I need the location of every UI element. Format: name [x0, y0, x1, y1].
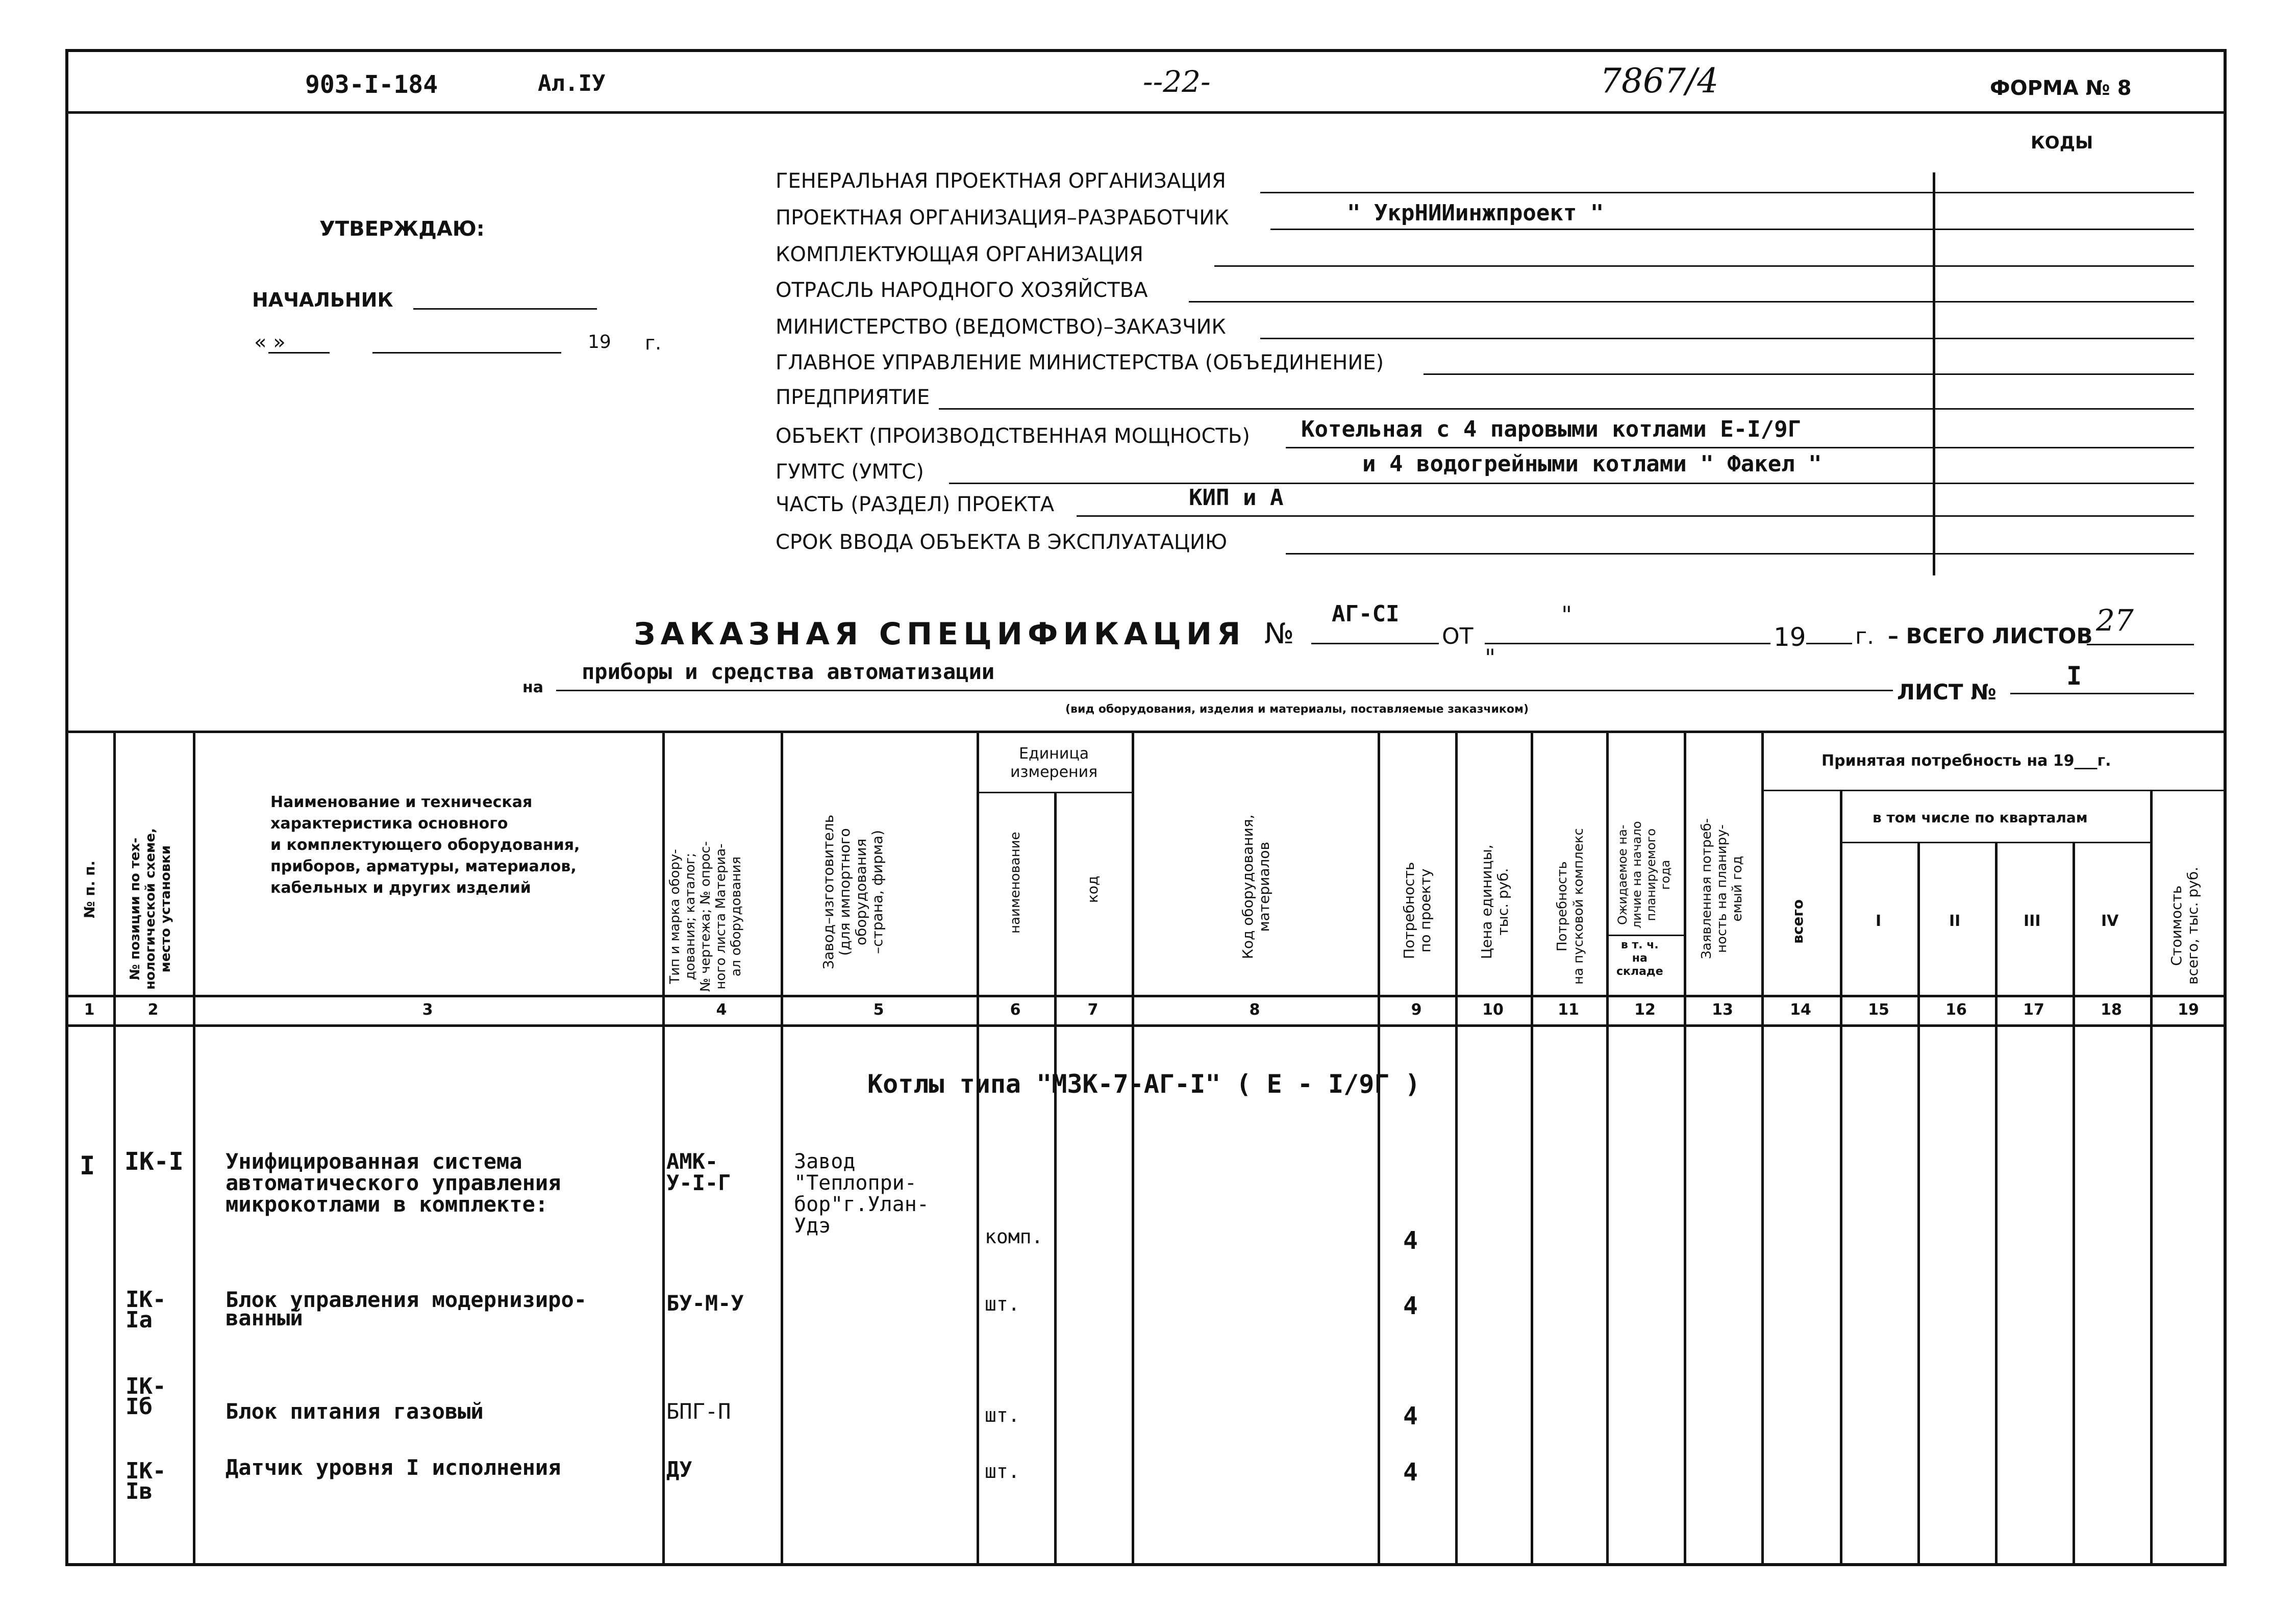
row-position: IК- Iа: [126, 1287, 166, 1333]
col-number: 10: [1482, 1001, 1504, 1019]
col-sep-14: [1840, 790, 1842, 1566]
spec-total-value: 27: [2096, 603, 2134, 638]
col-header-q2: II: [1949, 912, 1961, 930]
col-number: 7: [1087, 1001, 1099, 1019]
col-header-expected-stock: Ожидаемое на- личие на начало планируемого года: [1615, 821, 1673, 928]
col-header-project-need: Потребность по проекту: [1401, 862, 1434, 959]
spec-quote-2: ": [1485, 644, 1496, 671]
org-label-industry: ОТРАСЛЬ НАРОДНОГО ХОЗЯЙСТВА: [776, 279, 1148, 302]
page-number: --22-: [1143, 64, 1211, 99]
section-title: Котлы типа "МЗК-7-АГ-I" ( Е - I/9Г ): [867, 1069, 1420, 1099]
chief-label: НАЧАЛЬНИК: [252, 289, 393, 311]
stock-subheader-line: [1606, 935, 1684, 936]
row-name: Блок питания газовый: [226, 1399, 484, 1424]
col-sep-18: [2150, 790, 2153, 1566]
org-line-deadline: [1286, 553, 2194, 555]
row-type: ДУ: [666, 1457, 692, 1482]
org-line-supplier: [1214, 265, 2194, 267]
org-value-object: Котельная с 4 паровыми котлами Е-I/9Г: [1301, 416, 1802, 442]
row-name: Датчик уровня I исполнения: [226, 1455, 561, 1480]
org-line-enterprise: [939, 408, 2194, 410]
table-colnum-bottom: [65, 1024, 2227, 1027]
col-number: 1: [84, 1001, 95, 1019]
spec-from-label: ОТ: [1442, 623, 1474, 649]
col-number: 4: [716, 1001, 727, 1019]
codes-label: КОДЫ: [2031, 133, 2093, 153]
spec-year-line: [1806, 643, 1852, 644]
reg-number: 7867/4: [1600, 61, 1719, 100]
org-label-main-dept: ГЛАВНОЕ УПРАВЛЕНИЕ МИНИСТЕРСТВА (ОБЪЕДИНЕНИЕ): [776, 351, 1384, 374]
row-position: IК- Iв: [126, 1458, 166, 1504]
header-divider: [65, 111, 2227, 114]
spec-g: г.: [1855, 623, 1875, 649]
col-sep-13: [1761, 731, 1764, 1566]
col-number: 14: [1790, 1001, 1811, 1019]
org-line-section: [1077, 515, 2194, 517]
org-label-ministry: МИНИСТЕРСТВО (ВЕДОМСТВО)–ЗАКАЗЧИК: [776, 315, 1226, 339]
approve-label: УТВЕРЖДАЮ:: [319, 217, 485, 241]
col-sep-2: [193, 731, 195, 1566]
spec-note: (вид оборудования, изделия и материалы, поставляемые заказчиком): [1065, 703, 1529, 716]
spec-title: ЗАКАЗНАЯ СПЕЦИФИКАЦИЯ: [634, 616, 1246, 652]
col-number: 13: [1712, 1001, 1733, 1019]
approval-year-g: г.: [645, 332, 662, 354]
spec-sheet-value: I: [2066, 661, 2082, 691]
row-type: БУ-М-У: [666, 1291, 744, 1316]
row-name: Унифицированная система автоматического управления микрокотлами в комплекте:: [226, 1149, 561, 1217]
org-line-ministry: [1260, 338, 2194, 339]
month-line: [372, 352, 561, 354]
col-sep-12: [1684, 731, 1686, 1566]
accepted-subheader-line: [1761, 790, 2227, 791]
col-number: 2: [147, 1001, 159, 1019]
col-header-q4: IV: [2101, 912, 2119, 930]
col-header-price: Цена единицы, тыс. руб.: [1478, 844, 1511, 959]
col-header-launch-need: Потребность на пусковой комплекс: [1555, 828, 1586, 985]
row-unit: шт.: [985, 1293, 1020, 1315]
col-number: 15: [1868, 1001, 1889, 1019]
col-sep-8: [1378, 731, 1380, 1566]
row-number: I: [80, 1151, 95, 1180]
spec-sheet-line: [2010, 693, 2194, 694]
spec-quote-1: ": [1561, 601, 1573, 628]
row-position: IК- Iб: [126, 1373, 166, 1420]
org-label-section: ЧАСТЬ (РАЗДЕЛ) ПРОЕКТА: [776, 493, 1055, 516]
col-header-requested: Заявленная потреб- ность на планиру- емый год: [1699, 818, 1745, 959]
col-number: 18: [2101, 1001, 2122, 1019]
spec-no-line: [1311, 643, 1439, 644]
spec-total-label: – ВСЕГО ЛИСТОВ: [1888, 623, 2093, 648]
row-unit: комп.: [985, 1225, 1043, 1248]
spec-sheet-label: ЛИСТ №: [1897, 680, 1996, 705]
col-number: 5: [873, 1001, 884, 1019]
org-line-gumts: [949, 483, 2194, 484]
col-sep-6: [1054, 792, 1057, 1566]
col-header-cost: Стоимость всего, тыс. руб.: [2168, 867, 2201, 985]
spec-na: на: [522, 678, 543, 696]
org-value-developer: " УкрНИИинжпроект ": [1347, 200, 1604, 226]
spec-subject-line: [556, 690, 1893, 691]
col-number: 16: [1945, 1001, 1967, 1019]
col-number: 9: [1411, 1001, 1422, 1019]
col-header-units: Единица измерения: [1010, 745, 1098, 781]
day-line: [268, 352, 330, 354]
approval-year: 19: [588, 332, 611, 353]
spec-total-line: [2087, 644, 2194, 645]
col-header-type: Тип и марка обору- дования; каталог; № чертежа; № опрос- ного листа Материа- ал оборудования: [667, 841, 744, 992]
col-sep-17: [2073, 842, 2075, 1566]
org-label-deadline: СРОК ВВОДА ОБЪЕКТА В ЭКСПЛУАТАЦИЮ: [776, 531, 1228, 554]
col-header-total: всего: [1789, 899, 1806, 944]
spec-subject: приборы и средства автоматизации: [582, 659, 995, 684]
row-qty: 4: [1403, 1226, 1418, 1255]
col-header-npp: № п. п.: [81, 860, 98, 918]
row-unit: шт.: [985, 1460, 1020, 1482]
col-header-unit-name: наименование: [1008, 832, 1023, 934]
org-line-industry: [1189, 301, 2194, 303]
org-line-object: [1286, 447, 2194, 448]
org-line-main-dept: [1424, 373, 2194, 375]
approval-date-quotes: « »: [254, 331, 286, 354]
col-number: 6: [1010, 1001, 1021, 1019]
col-header-quarters: в том числе по кварталам: [1873, 809, 2088, 826]
col-header-q1: I: [1876, 912, 1882, 930]
col-sep-9: [1455, 731, 1458, 1566]
org-label-gumts: ГУМТС (УМТС): [776, 460, 924, 484]
col-sep-5: [977, 731, 979, 1566]
row-qty: 4: [1403, 1292, 1418, 1320]
org-label-general: ГЕНЕРАЛЬНАЯ ПРОЕКТНАЯ ОРГАНИЗАЦИЯ: [776, 169, 1226, 193]
org-label-supplier: КОМПЛЕКТУЮЩАЯ ОРГАНИЗАЦИЯ: [776, 243, 1143, 266]
col-number: 11: [1558, 1001, 1579, 1019]
table-header-bottom: [65, 995, 2227, 997]
col-header-maker: Завод–изготовитель (для импортного оборудования –страна, фирма): [820, 814, 886, 969]
col-header-position: № позиции по тех- нологической схеме, место установки: [128, 828, 173, 990]
chief-line: [413, 308, 597, 310]
org-label-object: ОБЪЕКТ (ПРОИЗВОДСТВЕННАЯ МОЩНОСТЬ): [776, 424, 1250, 448]
col-header-accepted: Принятая потребность на 19___г.: [1821, 752, 2111, 770]
col-header-name: Наименование и техническая характеристика основного и комплектующего оборудования, приборов, арматуры, материалов, кабельных и других изделий: [270, 793, 580, 897]
org-label-enterprise: ПРЕДПРИЯТИЕ: [776, 386, 930, 409]
col-sep-4: [781, 731, 783, 1566]
spec-year: 19: [1774, 622, 1806, 652]
col-number: 8: [1249, 1001, 1260, 1019]
row-type: БПГ-П: [666, 1399, 731, 1424]
row-position: IК-I: [124, 1147, 184, 1176]
col-number: 3: [422, 1001, 433, 1019]
table-top-border: [65, 731, 2227, 733]
col-number: 12: [1634, 1001, 1656, 1019]
col-sep-3: [662, 731, 665, 1566]
org-line-general: [1260, 192, 2194, 193]
org-value-gumts: и 4 водогрейными котлами " Факел ": [1362, 451, 1822, 477]
spec-no-value: АГ-СI: [1332, 601, 1400, 627]
row-qty: 4: [1403, 1402, 1418, 1430]
col-sep-11: [1606, 731, 1609, 1566]
org-line-developer: [1270, 229, 2194, 230]
col-number: 17: [2023, 1001, 2044, 1019]
col-header-in-stock: в т. ч. на складе: [1616, 939, 1663, 978]
album-label: Ал.IУ: [538, 70, 606, 96]
doc-code: 903-I-184: [305, 70, 438, 99]
col-sep-15: [1917, 842, 1920, 1566]
row-type: АМК- У-I-Г: [666, 1149, 731, 1195]
row-unit: шт.: [985, 1404, 1020, 1426]
org-value-section: КИП и А: [1189, 485, 1284, 511]
col-sep-16: [1995, 842, 1998, 1566]
row-qty: 4: [1403, 1458, 1418, 1487]
org-label-developer: ПРОЕКТНАЯ ОРГАНИЗАЦИЯ–РАЗРАБОТЧИК: [776, 206, 1229, 230]
col-sep-1: [113, 731, 116, 1566]
row-name: Блок управления модернизиро- ванный: [226, 1287, 587, 1330]
row-maker: Завод "Теплопри- бор"г.Улан- Удэ: [794, 1150, 929, 1238]
col-header-equip-code: Код оборудования, материалов: [1239, 814, 1272, 959]
form-number: ФОРМА № 8: [1990, 77, 2132, 100]
col-number: 19: [2178, 1001, 2199, 1019]
col-header-unit-code: код: [1084, 875, 1101, 903]
spec-no-label: №: [1264, 617, 1294, 650]
col-header-q3: III: [2024, 912, 2041, 930]
spec-date-line: [1485, 643, 1770, 644]
col-sep-10: [1531, 731, 1533, 1566]
col-sep-7: [1132, 731, 1134, 1566]
